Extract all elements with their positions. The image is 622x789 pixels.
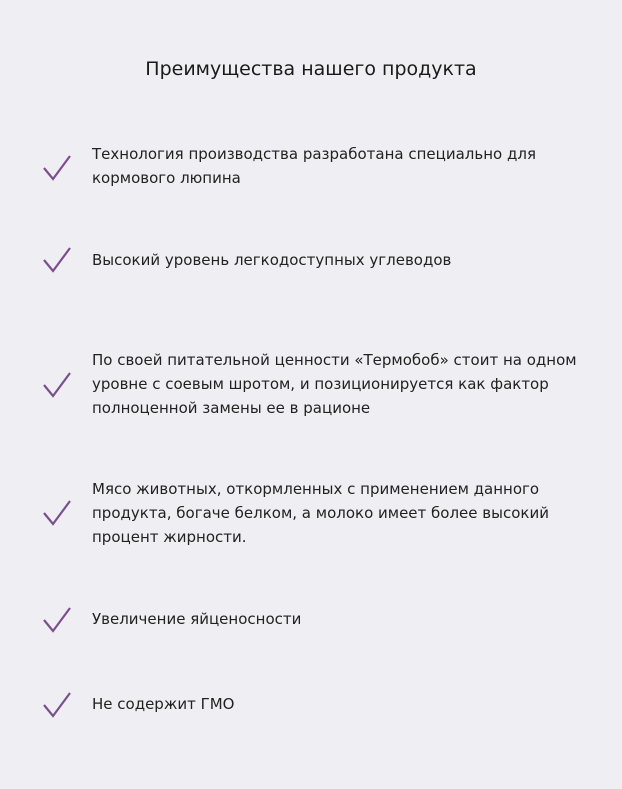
item-text-line: уровне с соевым шротом, и позиционируется как фактор bbox=[92, 375, 549, 393]
list-item bbox=[0, 236, 622, 296]
checkmark-icon bbox=[42, 246, 72, 274]
list-item bbox=[0, 594, 622, 654]
item-text-line: Высокий уровень легкодоступных углеводов bbox=[92, 251, 452, 269]
item-text-line: Не содержит ГМО bbox=[92, 695, 235, 713]
item-text-line: продукта, богаче белком, а молоко имеет более высокий bbox=[92, 504, 549, 522]
list-item bbox=[0, 140, 622, 200]
section-title: Преимущества нашего продукта bbox=[145, 58, 477, 80]
item-text-line: полноценной замены ее в рационе bbox=[92, 399, 371, 417]
checkmark-icon bbox=[42, 154, 72, 182]
item-text-line: процент жирности. bbox=[92, 528, 247, 546]
list-item bbox=[0, 680, 622, 740]
list-item bbox=[0, 346, 622, 417]
item-text-line: Технология производства разработана специально для bbox=[92, 145, 536, 163]
item-text-line: Мясо животных, откормленных с применением данного bbox=[92, 480, 540, 498]
checkmark-icon bbox=[42, 371, 72, 399]
checkmark-icon bbox=[42, 499, 72, 527]
item-text-line: По своей питательной ценности «Термобоб» стоит на одном bbox=[92, 351, 577, 369]
checkmark-icon bbox=[42, 606, 72, 634]
item-text-line: кормового люпина bbox=[92, 169, 241, 187]
list-item bbox=[0, 475, 622, 546]
checkmark-icon bbox=[42, 691, 72, 719]
item-text-line: Увеличение яйценосности bbox=[92, 610, 302, 628]
